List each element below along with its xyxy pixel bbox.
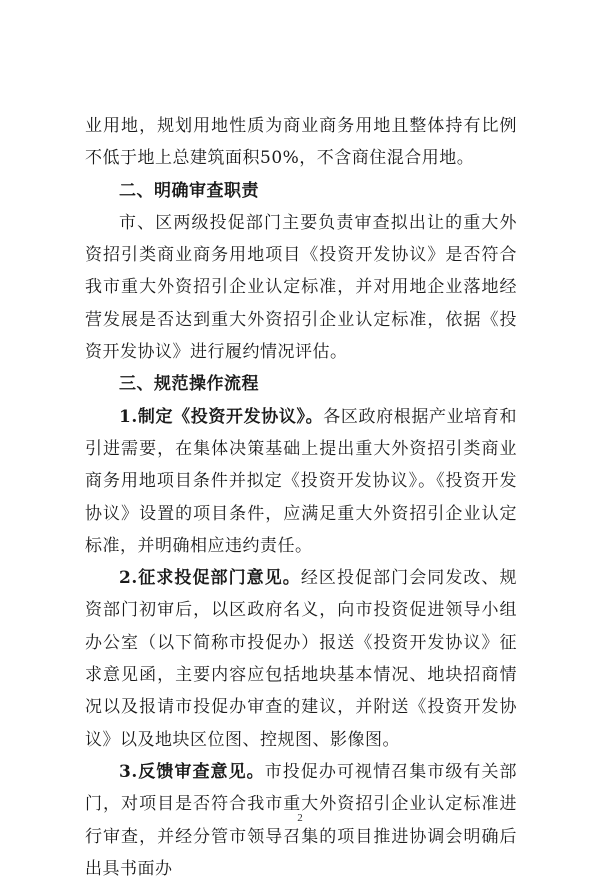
continuation-paragraph: 业用地，规划用地性质为商业商务用地且整体持有比例不低于地上总建筑面积50%，不含商住混合用地。 bbox=[85, 116, 517, 169]
step-2-body: 经区投促部门会同发改、规资部门初审后，以区政府名义，向市投资促进领导小组办公室（以下简称市投促办）报送《投资开发协议》征求意见函，主要内容应包括地块基本情况、地块招商情况以及报请市投促办审查的建议，并附送《投资开发协议》以及地块区位图、控规图、影像图。 bbox=[85, 568, 517, 750]
step-3-lead: 3.反馈审查意见。 bbox=[119, 761, 265, 782]
step-2-lead: 2.征求投促部门意见。 bbox=[119, 568, 301, 589]
page-number: 2 bbox=[297, 812, 303, 824]
step-1-lead: 1.制定《投资开发协议》。 bbox=[119, 406, 324, 427]
section-2-paragraph: 市、区两级投促部门主要负责审查拟出让的重大外资招引类商业商务用地项目《投资开发协议》是否符合我市重大外资招引企业认定标准，并对用地企业落地经营发展是否达到重大外资招引企业认定标准，依据《投资开发协议》进行履约情况评估。 bbox=[85, 212, 517, 363]
step-1-body: 各区政府根据产业培育和引进需要，在集体决策基础上提出重大外资招引类商业商务用地项目条件并拟定《投资开发协议》。《投资开发协议》设置的项目条件，应满足重大外资招引企业认定标准，并明确相应违约责任。 bbox=[85, 406, 517, 556]
step-2-paragraph bbox=[85, 562, 517, 756]
step-3-body: 市投促办可视情召集市级有关部门，对项目是否符合我市重大外资招引企业认定标准进行审查，并经分管市领导召集的项目推进协调会明确后出具书面办 bbox=[85, 761, 518, 879]
section-3-heading: 三、规范操作流程 bbox=[119, 374, 259, 395]
section-2-heading: 二、明确审查职责 bbox=[119, 180, 259, 201]
step-1-paragraph bbox=[85, 401, 517, 562]
document-body bbox=[85, 110, 517, 885]
